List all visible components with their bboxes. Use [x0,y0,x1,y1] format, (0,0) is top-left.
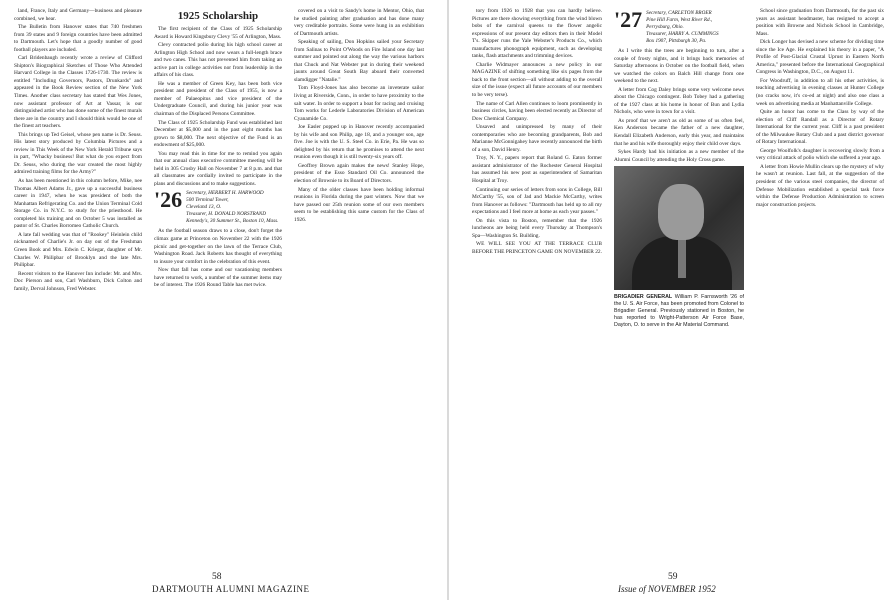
officer-line: 500 Terminal Tower, [186,197,229,204]
paragraph: As the football season draws to a close, don't forget the climax game at Princeton on November 22 with the 1926 picnic and get-together on the lawn of the Terrace Club, Washington Road. Jack Roberts has thought of everything to insure your comfort in the celebration of this event. [154,228,282,265]
right-column-1 [472,8,602,258]
page-number-left: 58 [212,572,222,582]
paragraph: land, France, Italy and Germany—business and pleasure combined, we hear. [14,8,142,22]
class-year-27: '27 [614,8,643,32]
paragraph: The first recipient of the Class of 1925 Scholarship Award is Howard Kingsbury Clevy '55 of Arlington, Mass. [154,26,282,40]
paragraph: Carl Bridenbaugh recently wrote a review of Clifford Shipton's Biographical Sketches of Those Who Attended Harvard College in the Classes 1726-1730. The review is entitled "Including Governors, Pastors, Drunkards" and appeared in the Book Review section of the New York Times. Another class secretary has stated that Wes Jones, now assistant professor of Art at Vassar, is our distinguished artist who has done some of the finest murals there are in the country and I should think would be one of the finest art teachers. [14,55,142,130]
right-page [448,0,896,600]
paragraph: Tom Floyd-Jones has also become an inveterate sailor living at Riverside, Conn., in order to have proximity to the salt water. In order to support a boat for racing and cruising Tom works for Lederle Laboratories Division of American Cyanamide Co. [294,85,424,122]
paragraph: As I write this the trees are beginning to turn, after a couple of frosty nights, and it brings back memories of Saturday afternoons in October on the football field, when we watched the colors on Balch Hill change from one weekend to the next. [614,48,744,85]
paragraph: Charlie Widmayer announces a new policy in our MAGAZINE of shifting something like six pages from the back to the front section—all without adding to the overall size of the issue (expect all future accounts of our members to be very terse). [472,61,602,99]
officer-line: Secretary, HERBERT H. HARWOOD [186,190,264,197]
paragraph: As has been mentioned in this column before, Mike, nee Thomas Albert Adams Jr., gave up a successful business career in 1947, when he was president of both the Manhattan Refrigerating Co. and the Union Terminal Cold Storage Co. in N.Y.C. to study for the priesthood. He completed his training and on October 5 was installed as pastor of St. Charles Borromeo Catholic Church. [14,178,142,230]
right-column-2 [614,8,744,329]
left-column-1 [14,8,142,294]
paragraph: The Bulletin from Hanover states that 740 freshmen from 39 states and 9 foreign countries have been admitted to Dartmouth. Let's hope that a goodly number of good football players are included. [14,24,142,53]
paragraph: Clevy contracted polio during his high school career at Arlington High School and now wears a full-length brace and two canes. This has not prevented him from taking an active part in college activities nor from leadership in the affairs of his class. [154,42,282,79]
paragraph: Recent visitors to the Hanover Inn include: Mr. and Mrs. Doc Pierson and son, Carl Washburn, Dick Colton and family, Derval Johnson, Fred Webster. [14,270,142,292]
paragraph: Speaking of sailing, Don Hopkins sailed your Secretary from Salinas to Point O'Woods on Fire Island one day last summer and pointed out along the way the various harbors that Chuck and Nat Webster put in during their weekend jaunts around Great South Bay aboard their converted slamdigger "Natalie." [294,39,424,83]
scholarship-title: 1925 Scholarship [177,10,259,22]
left-column-2 [154,8,282,291]
paragraph: He was a member of Green Key, has been both vice president and president of the Class of 1955, is now a member of Palaeopitus and vice president of the Undergraduate Council, and during his junior year was chairman of the Displaced Persons Committee. [154,80,282,118]
paragraph: Now that fall has come and our vacationing members have returned to work, a number of the summer items may be of interest. The 1926 Round Table has met twice. [154,267,282,289]
paragraph: Continuing our series of letters from sons in College, Bill McCarthy '55, son of Jad and Mackie McCarthy, writes from Hanover as follows: "Dartmouth has held up to all my expectations and I feel more at home as each year passes." [472,186,602,216]
paragraph: This brings up Ted Geisel, whose pen name is Dr. Seuss. His latest story produced by Columbia Pictures and a review in This Week of the New York Herald Tribune says in part, "Whacky business! But what do you expect from Dr. Seuss, who during the war created the most highly admired training films for the Army?" [14,131,142,176]
paragraph: Many of the older classes have been holding informal reunions in Florida during the past winters. Now that we have passed our 25th reunion some of our own members seem to be establishing this same custom for the Class of 1926. [294,186,424,223]
officer-line: Treasurer, H. DONALD NORSTRAND [186,211,267,218]
right-column-3 [756,8,884,210]
paragraph: On this vista to Boston, remember that the 1926 luncheons are being held every Thursday at Thompson's Spa—Washington St. Building. [472,217,602,239]
paragraph: Quite an honor has come to the Class by way of the election of Cliff Randall as a Director of Rotary International for the current year. Cliff is a past president of the Milwaukee Rotary Club and a past district governor of Rotary International. [756,109,884,146]
officer-line: Secretary, CARLETON BROER [646,10,712,16]
officer-line: Cleveland 13, O. [186,204,222,211]
class-26-officers [186,190,278,225]
paragraph: WE WILL SEE YOU AT THE TERRACE CLUB BEFORE THE PRINCETON GAME ON NOVEMBER 22. [472,241,602,255]
paragraph: covered on a visit to Sandy's home in Mentor, Ohio, that he studied painting after graduation and has done many very creditable portraits. Some were hung in an exhibition of Dartmouth artists. [294,8,424,37]
officer-line: Kennedy's, 30 Summer St., Boston 10, Mass. [186,218,279,225]
paragraph: School since graduation from Dartmouth, for the past six years as assistant headmaster, has resigned to accept a position with Browne and Nichols School in Cambridge, Mass. [756,8,884,37]
paragraph: Troy, N. Y., papers report that Roland G. Eaton former assistant administrator of the Rochester General Hospital has assumed his new post as superintendent of Samaritan Hospital at Troy. [472,155,602,185]
caption-text: William P. Farnsworth '26 of the U. S. Air Force, has been promoted from Colonel to Brigadier General. Previously stationed in Boston, he has reported to Wright-Patterson Air Force Base, Dayton, O. to serve in the Air Material Command. [614,294,744,329]
paragraph: For Woodruff, in addition to all his other activities, is teaching advertising in evening classes at Hunter College (no cracks now, it's co-ed at night) and also one class a week on advertising media at Manhattanville College. [756,77,884,107]
paragraph: Geoffrey Brown again makes the news! Stanley Hope, president of the Esso Standard Oil Co. announced the election of Brownie to its Board of Directors. [294,162,424,185]
officer-line: Box 1907, Pittsburgh 30, Pa. [646,38,707,44]
portrait-photo [614,166,744,290]
officer-line: Treasurer, HARRY A. CUMMINGS [646,31,719,37]
officer-line: Pine Hill Farm, West River Rd., [646,17,713,23]
paragraph: Joe Easler popped up in Hanover recently accompanied by his wife and son Philip, age 18, and a younger son, age five. Joe is with the U. S. Steel Co. in Erie, Pa. He was so delighted by his return that he promises to attend the next reunion even though it is still twenty-six years off. [294,124,424,161]
paragraph: Unsaved and unimpressed by many of their contemporaries who are becoming grandparents, Bob and Marianne McGonnigahey have recently announced the birth of a son, David Henry. [472,124,602,153]
paragraph: tory from 1926 to 1928 that you can hardly believe. Pictures are there showing everything from the wind blown bobs of the carnival queens to the flower angelic expressions of our present day editors then in their Model T's. Skipper runs the Yale Webster's Products Co., which manufactures phonograph equipment, such as developing tanks, flash attachments and trimming devices. [472,8,602,60]
paragraph: As proof that we aren't as old as some of us often feel, Ken Anderson became the father of a new daughter, Kendall Elizabeth Anderson, early this year, and maintains that he and his wife thoroughly enjoy their child over days. [614,117,744,147]
photo-caption [614,294,744,329]
page-number-right: 59 [668,572,678,582]
paragraph: Sykes Hardy had his initiation as a new member of the Alumni Council by attending the Holy Cross game. [614,149,744,163]
paragraph: A letter from Cog Daley brings some very welcome news about the Chicago contingent. Bob Tobey had a gathering of the 1927 class at his home in honor of Bun and Lydia Nichols, who were in town for a visit. [614,86,744,116]
left-column-3 [294,8,424,225]
issue-footer: Issue of NOVEMBER 1952 [618,584,716,594]
paragraph: You may read this in time for me to remind you again that our annual class executive committee meeting will be held in 305 Crosby Hall on November 7 at 8 p.m. and that all classmates are cordially invited to participate in the plans and discussions and to make suggestions. [154,150,282,187]
magazine-footer: DARTMOUTH ALUMNI MAGAZINE [152,584,310,594]
paragraph: The name of Carl Allen continues to loom prominently in business circles, having been elected recently as Director of Dow Chemical Company. [472,100,602,122]
portrait-face [658,184,704,240]
paragraph: A letter from Howie Mullin clears up the mystery of why he wasn't at reunion. Last fall, at the suggestion of the president of the various steel companies, the director of Defense Mobilization established a special task force within the Defense Production Administration to screen major construction projects. [756,163,884,208]
paragraph: George Woolfolk's daughter is recovering slowly from a very critical attack of polio which she suffered a year ago. [756,147,884,162]
paragraph: Dick Longer has devised a new scheme for dividing time since the Ice Age. He explained his theory in a paper, "A Profile of Post-Glacial Crustal Uprust in Eastern North America," presented before the International Geographical Congress in Washington, D.C., on August 11. [756,39,884,76]
portrait-tie [678,238,686,278]
caption-label: BRIGADIER GENERAL [614,294,673,301]
paragraph: A late fall wedding was that of "Rookey" Heinlein child nicknamed of Charlie's Jr. on day out of the Freshman Green Book and Mrs. Edwin C. Kriegar, daughter of Mr. Charles W. Philipbar of Brooklyn and the late Mrs. Philipbar. [14,231,142,269]
paragraph: The Class of 1925 Scholarship Fund was established last December at $5,000 and in the past eight months has grown to $8,000. The next objective of the Fund is an endowment of $25,000. [154,119,282,149]
class-27-header [614,10,744,45]
class-27-officers [646,10,718,45]
officer-line: Perrysburg, Ohio. [646,24,684,30]
class-26-header [154,187,282,225]
class-year-26: '26 [154,187,183,213]
